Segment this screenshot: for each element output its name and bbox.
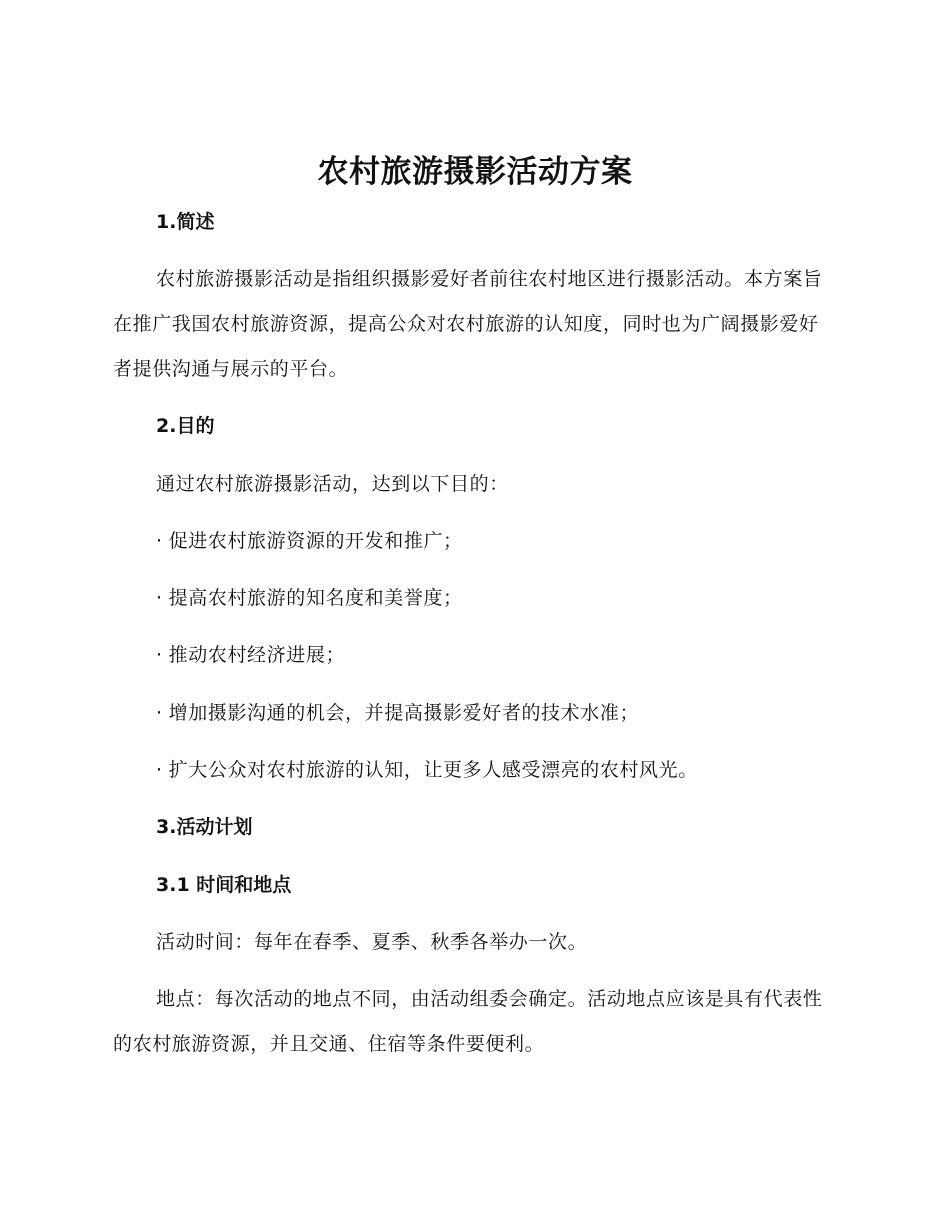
section-2-heading: 2.目的 [156, 415, 215, 437]
list-item-text: 促进农村旅游资源的开发和推广； [168, 530, 463, 552]
bullet-dot: · [156, 587, 163, 609]
list-item [156, 584, 463, 612]
list-item-text: 扩大公众对农村旅游的认知，让更多人感受漂亮的农村风光。 [168, 759, 698, 781]
list-item [156, 699, 639, 727]
bullet-dot: · [156, 759, 163, 781]
list-item-text: 增加摄影沟通的机会，并提高摄影爱好者的技术水准； [168, 702, 640, 724]
section-3-heading: 3.活动计划 [156, 816, 253, 838]
section-1-paragraph: 农村旅游摄影活动是指组织摄影爱好者前往农村地区进行摄影活动。本方案旨在推广我国农村旅游资源，提高公众对农村旅游的认知度，同时也为广阔摄影爱好者提供沟通与展示的平台。 [113, 268, 823, 380]
list-item [156, 527, 463, 555]
bullet-dot: · [156, 702, 163, 724]
list-item [156, 756, 698, 784]
location-paragraph: 地点：每次活动的地点不同，由活动组委会确定。活动地点应该是具有代表性的农村旅游资源，并且交通、住宿等条件要便利。 [113, 988, 823, 1055]
section-1-heading: 1.简述 [156, 211, 215, 233]
bullet-dot: · [156, 530, 163, 552]
bullet-dot: · [156, 644, 163, 666]
list-item-text: 推动农村经济进展； [168, 644, 346, 666]
list-item-text: 提高农村旅游的知名度和美誉度； [168, 587, 463, 609]
activity-time-text: 活动时间：每年在春季、夏季、秋季各举办一次。 [156, 931, 588, 953]
section-2-intro: 通过农村旅游摄影活动，达到以下目的： [156, 473, 509, 495]
list-item [156, 641, 345, 669]
section-3-1-heading: 3.1 时间和地点 [156, 874, 292, 896]
document-title: 农村旅游摄影活动方案 [317, 154, 633, 190]
